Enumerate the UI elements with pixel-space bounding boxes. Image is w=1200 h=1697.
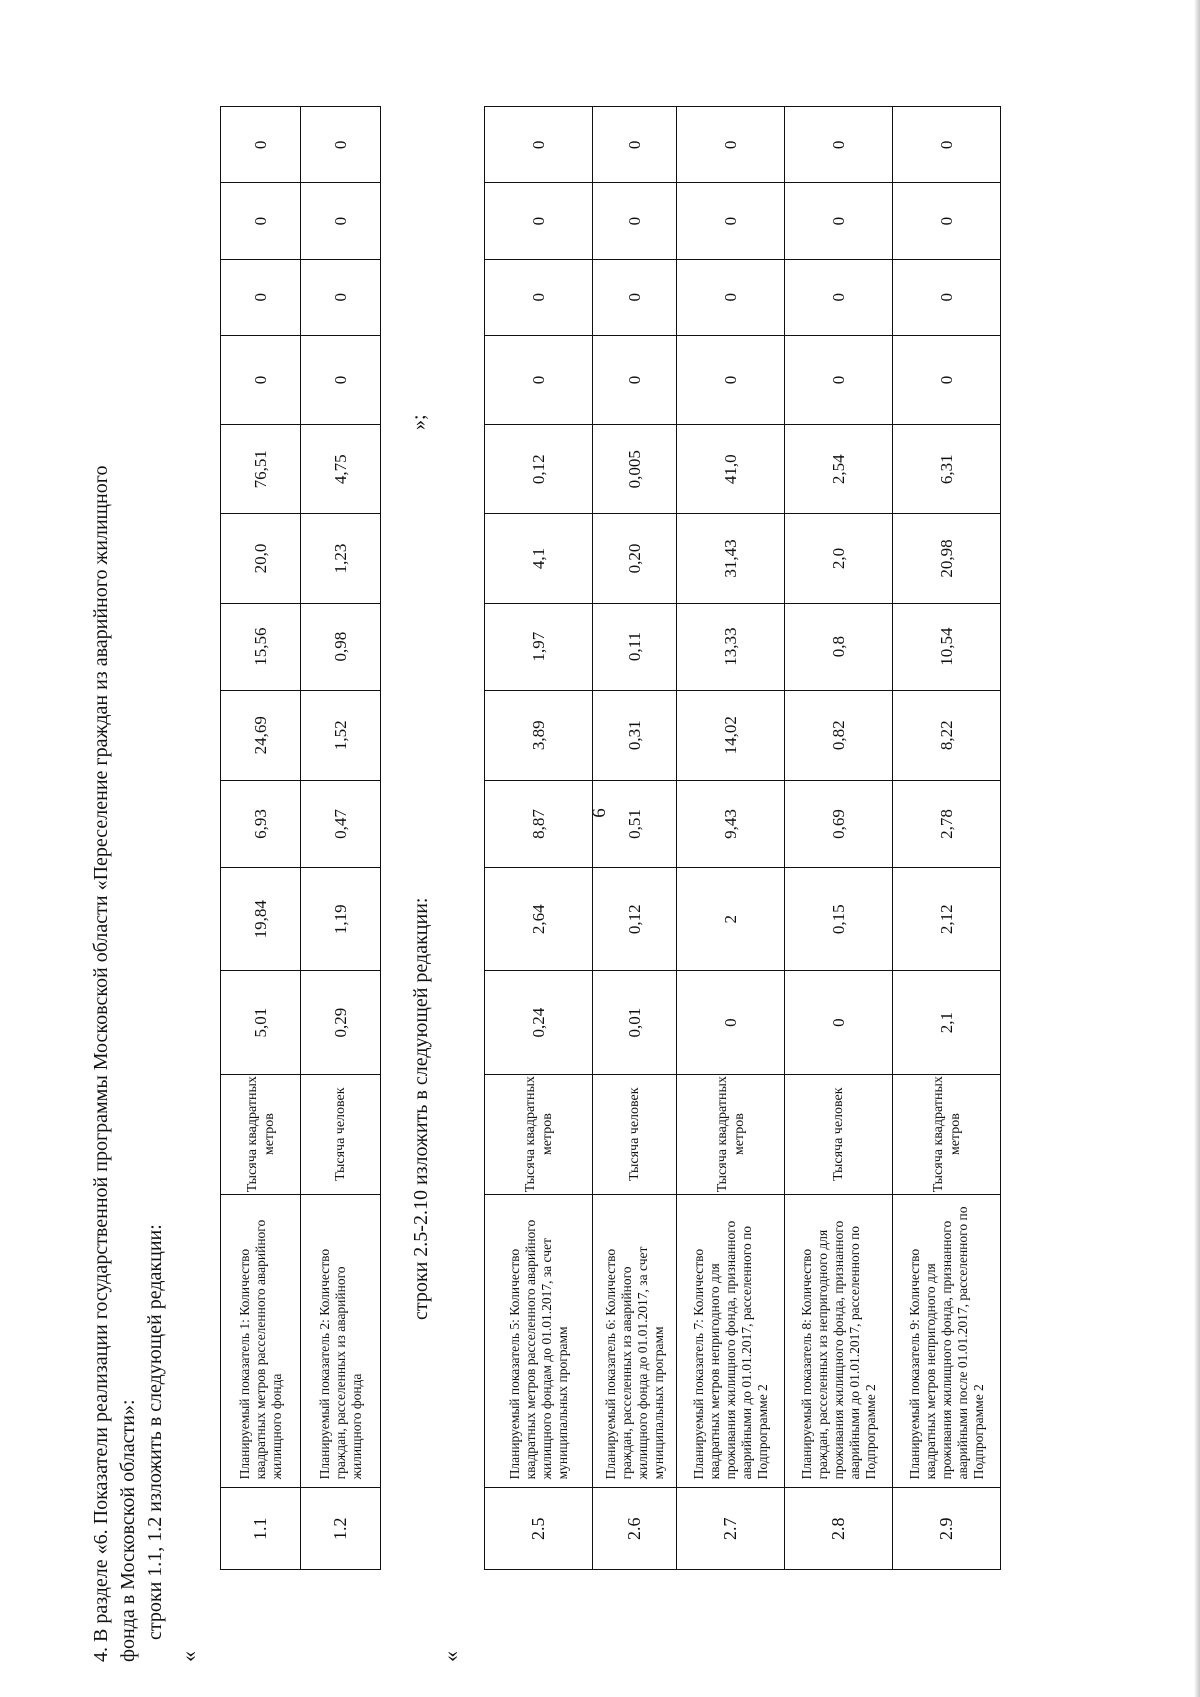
value-cell: 6,31 <box>893 425 1001 514</box>
value-cell: 0,005 <box>593 425 677 514</box>
value-cell: 31,43 <box>677 514 785 603</box>
value-cell: 2 <box>677 868 785 971</box>
indicator-description: Планируемый показатель 6: Количество граждан, расселенных из аварийного жилищного фонда до 01.01.2017, за счет муниципальных программ <box>593 1194 677 1488</box>
table-row <box>677 31 785 1570</box>
table-row <box>785 31 893 1570</box>
value-cell: 0,82 <box>785 690 893 780</box>
value-cell: 41,0 <box>677 425 785 514</box>
value-cell: 0 <box>893 259 1001 335</box>
indicator-description: Планируемый показатель 8: Количество граждан, расселенных из непригодного для проживания жилищного фонда, признанного аварийными до 01.01.2017, расселенного по Подпрограмме 2 <box>785 1194 893 1488</box>
unit-of-measure: Тысяча квадратных метров <box>893 1074 1001 1194</box>
value-cell: 0 <box>221 335 301 424</box>
indicators-table-2 <box>484 30 1001 1570</box>
value-cell: 0 <box>593 259 677 335</box>
value-cell: 15,56 <box>221 603 301 690</box>
value-cell: 0,12 <box>485 425 593 514</box>
value-cell: 0,12 <box>593 868 677 971</box>
value-cell: 24,69 <box>221 690 301 780</box>
intro-line-2: фонда в Московской области»: <box>117 1399 139 1662</box>
row-number: 2.5 <box>485 1488 593 1570</box>
value-cell: 14,02 <box>677 690 785 780</box>
value-cell: 2,64 <box>485 868 593 971</box>
row-number: 2.7 <box>677 1488 785 1570</box>
page-number: 6 <box>589 808 610 818</box>
value-cell: 76,51 <box>221 425 301 514</box>
indicator-description: Планируемый показатель 9: Количество квадратных метров непригодного для проживания жилищного фонда, признанного аварийными после 01.01.2017, расселенного по Подпрограмме 2 <box>893 1194 1001 1488</box>
value-cell: 0 <box>485 183 593 259</box>
value-cell: 8,87 <box>485 780 593 867</box>
subhead-rows-1-1-1-2: строки 1.1, 1.2 изложить в следующей редакции: <box>144 1224 166 1640</box>
value-cell: 0,47 <box>301 780 381 867</box>
indicator-description: Планируемый показатель 7: Количество квадратных метров непригодного для проживания жилищного фонда, признанного аварийными до 01.01.2017, расселенного по Подпрограмме 2 <box>677 1194 785 1488</box>
value-cell: 0 <box>221 107 301 183</box>
value-cell: 0 <box>301 335 381 424</box>
row-number: 2.8 <box>785 1488 893 1570</box>
open-quote-1: « <box>176 1651 201 1662</box>
value-cell: 2,0 <box>785 514 893 603</box>
value-cell: 0,31 <box>593 690 677 780</box>
value-cell: 0 <box>785 183 893 259</box>
open-quote-2: « <box>438 1651 463 1662</box>
value-cell: 0,24 <box>485 971 593 1074</box>
value-cell: 0,98 <box>301 603 381 690</box>
value-cell: 2,1 <box>893 971 1001 1074</box>
rotated-page-content <box>80 42 1200 1662</box>
table-row <box>593 31 677 1570</box>
unit-of-measure: Тысяча квадратных метров <box>485 1074 593 1194</box>
value-cell: 0 <box>785 259 893 335</box>
value-cell: 0 <box>677 107 785 183</box>
value-cell: 0,8 <box>785 603 893 690</box>
value-cell: 0 <box>785 107 893 183</box>
value-cell: 0,20 <box>593 514 677 603</box>
unit-of-measure: Тысяча человек <box>593 1074 677 1194</box>
value-cell: 19,84 <box>221 868 301 971</box>
value-cell: 0 <box>593 183 677 259</box>
value-cell: 8,22 <box>893 690 1001 780</box>
value-cell: 20,0 <box>221 514 301 603</box>
value-cell: 0 <box>593 335 677 424</box>
value-cell: 0,15 <box>785 868 893 971</box>
value-cell: 1,23 <box>301 514 381 603</box>
value-cell: 4,75 <box>301 425 381 514</box>
value-cell: 0,51 <box>593 780 677 867</box>
value-cell: 0 <box>221 183 301 259</box>
value-cell: 0 <box>301 107 381 183</box>
table-row <box>485 31 593 1570</box>
value-cell: 0,01 <box>593 971 677 1074</box>
value-cell: 0 <box>677 971 785 1074</box>
table-row <box>893 31 1001 1570</box>
value-cell: 5,01 <box>221 971 301 1074</box>
value-cell: 0 <box>677 183 785 259</box>
value-cell: 10,54 <box>893 603 1001 690</box>
indicator-description: Планируемый показатель 2: Количество граждан, расселенных из аварийного жилищного фонда <box>301 1194 381 1488</box>
value-cell: 0 <box>485 335 593 424</box>
value-cell: 0 <box>893 107 1001 183</box>
value-cell: 20,98 <box>893 514 1001 603</box>
value-cell: 6,93 <box>221 780 301 867</box>
value-cell: 0,29 <box>301 971 381 1074</box>
value-cell: 0 <box>677 335 785 424</box>
value-cell: 1,97 <box>485 603 593 690</box>
value-cell: 0 <box>785 971 893 1074</box>
row-number: 1.1 <box>221 1488 301 1570</box>
value-cell: 0 <box>593 107 677 183</box>
intro-line-1: 4. В разделе «6. Показатели реализации государственной программы Московской области «Переселение граждан из аварийного жилищного <box>90 465 112 1662</box>
row-number: 2.6 <box>593 1488 677 1570</box>
value-cell: 0 <box>893 183 1001 259</box>
value-cell: 0 <box>301 183 381 259</box>
indicator-description: Планируемый показатель 5: Количество квадратных метров расселенного аварийного жилищного фондам до 01.01.2017, за счет муниципальных программ <box>485 1194 593 1488</box>
value-cell: 0 <box>677 259 785 335</box>
value-cell: 1,19 <box>301 868 381 971</box>
value-cell: 2,12 <box>893 868 1001 971</box>
value-cell: 0,11 <box>593 603 677 690</box>
value-cell: 0 <box>485 259 593 335</box>
value-cell: 0,69 <box>785 780 893 867</box>
unit-of-measure: Тысяча человек <box>301 1074 381 1194</box>
value-cell: 0 <box>301 259 381 335</box>
close-quote-1: »; <box>408 414 430 430</box>
indicator-description: Планируемый показатель 1: Количество квадратных метров расселенного аварийного жилищного фонда <box>221 1194 301 1488</box>
row-number: 1.2 <box>301 1488 381 1570</box>
table-row <box>301 31 381 1570</box>
unit-of-measure: Тысяча человек <box>785 1074 893 1194</box>
value-cell: 3,89 <box>485 690 593 780</box>
value-cell: 1,52 <box>301 690 381 780</box>
value-cell: 0 <box>893 335 1001 424</box>
value-cell: 4,1 <box>485 514 593 603</box>
value-cell: 0 <box>485 107 593 183</box>
value-cell: 0 <box>221 259 301 335</box>
value-cell: 2,54 <box>785 425 893 514</box>
value-cell: 0 <box>785 335 893 424</box>
indicators-table-1 <box>220 30 381 1570</box>
value-cell: 9,43 <box>677 780 785 867</box>
subhead-rows-2-5-2-10: строки 2.5-2.10 изложить в следующей редакции: <box>410 897 432 1320</box>
row-number: 2.9 <box>893 1488 1001 1570</box>
value-cell: 13,33 <box>677 603 785 690</box>
value-cell: 2,78 <box>893 780 1001 867</box>
unit-of-measure: Тысяча квадратных метров <box>677 1074 785 1194</box>
table-row <box>221 31 301 1570</box>
unit-of-measure: Тысяча квадратных метров <box>221 1074 301 1194</box>
